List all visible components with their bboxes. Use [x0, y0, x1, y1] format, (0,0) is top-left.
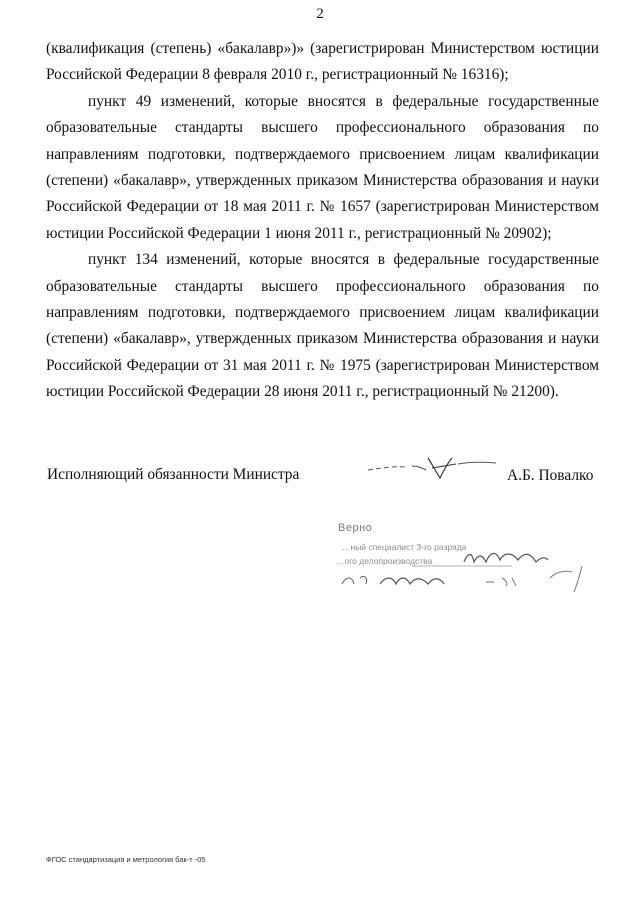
footer-document-label: ФГОС стандартизация и метрология бак-т -05 [46, 855, 206, 864]
stamp-handwritten-entries [336, 522, 608, 598]
stamp-verified-word: Верно [338, 522, 373, 534]
page-number: 2 [316, 6, 324, 22]
signatory-name: А.Б. Повалко [507, 467, 594, 484]
stamp-department-line: …ого делопроизводства [336, 556, 433, 566]
paragraph-item-134: пункт 134 изменений, которые вносятся в федеральные государственные образовательные стандарты высшего профессионального образования по направлениям подготовки, подтверждаемого присвоением лицам квалификации (степени) «бакалавр», утвержденных приказом Министерства образования и науки Российской Федерации от 31 мая 2011 г. № 1975 (зарегистрирован Министерством юстиции Российской Федерации 28 июня 2011 г., регистрационный № 21200). [46, 251, 599, 401]
signatory-title: Исполняющий обязанности Министра [47, 466, 300, 483]
stamp-position-line: …ный специалист 3-го разряда [342, 542, 467, 552]
certification-stamp [336, 522, 608, 598]
paragraph-continuation: (квалификация (степень) «бакалавр»)» (зарегистрирован Министерством юстиции Российской Федерации 8 февраля 2010 г., регистрационный № 16316); [46, 40, 599, 84]
paragraph-item-49: пункт 49 изменений, которые вносятся в федеральные государственные образовательные стандарты высшего профессионального образования по направлениям подготовки, подтверждаемого присвоением лицам квалификации (степени) «бакалавр», утвержденных приказом Министерства образования и науки Российской Федерации от 18 мая 2011 г. № 1657 (зарегистрирован Министерством юстиции Российской Федерации 1 июня 2011 г., регистрационный № 20902); [46, 92, 599, 242]
handwritten-signature [360, 450, 500, 486]
document-body [46, 36, 599, 406]
